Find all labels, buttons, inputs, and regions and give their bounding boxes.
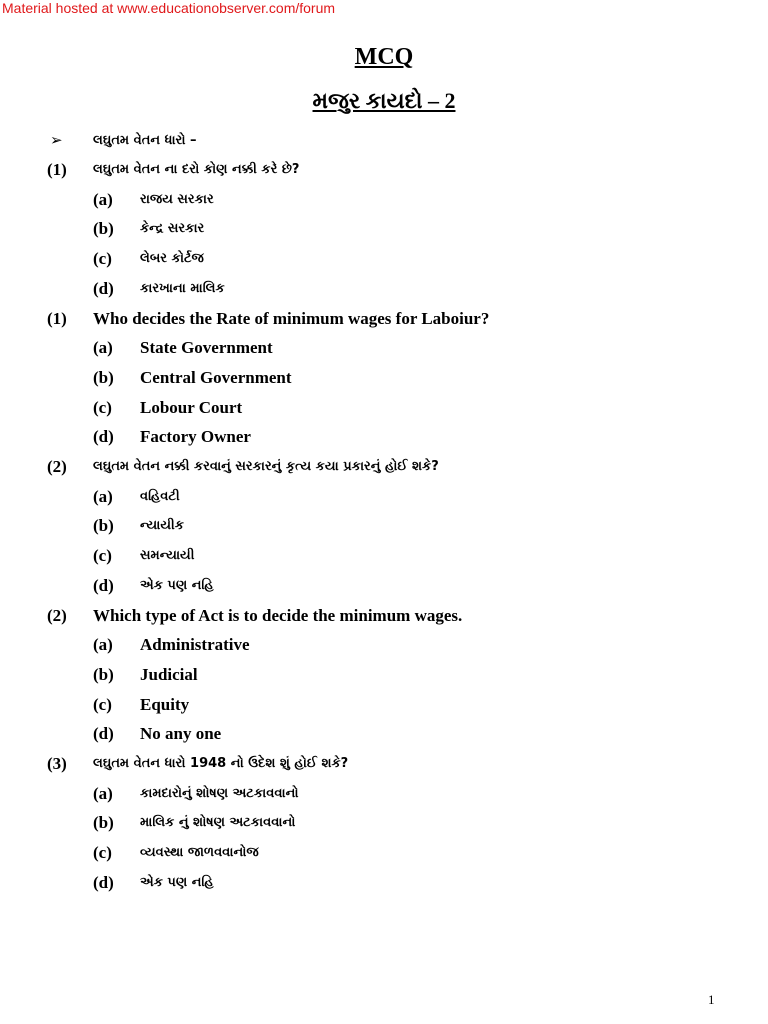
question-text: Who decides the Rate of minimum wages for Laboiur? (93, 309, 490, 328)
page-subtitle: મજુર કાયદો – 2 (312, 88, 456, 113)
option-label: (c) (93, 843, 112, 862)
option-label: (b) (93, 665, 114, 684)
option-label: (c) (93, 546, 112, 565)
option-text: Equity (140, 695, 190, 714)
question-text: Which type of Act is to decide the minimum wages. (93, 606, 463, 625)
option-text: રાજય સરકાર (140, 192, 214, 207)
option-label: (a) (93, 338, 113, 357)
page-title: MCQ (354, 44, 414, 70)
question-number: (1) (47, 160, 67, 179)
section-heading: લઘુતમ વેતન ધારો – (93, 133, 197, 148)
option-text: માલિક નું શોષણ અટકાવવાનો (140, 815, 296, 830)
question-number: (2) (47, 457, 67, 476)
option-text: Judicial (140, 665, 198, 684)
option-text: કામદારોનું શોષણ અટકાવવાનો (140, 786, 299, 801)
option-text: સમન્યાયી (140, 548, 195, 563)
option-text: State Government (140, 338, 273, 357)
arrow-bullet-icon: ➢ (50, 131, 63, 149)
question-number: (2) (47, 606, 67, 625)
option-label: (d) (93, 873, 114, 892)
option-label: (c) (93, 398, 112, 417)
option-label: (a) (93, 487, 113, 506)
option-label: (b) (93, 219, 114, 238)
question-text: લઘુતમ વેતન ના દરો કોણ નક્કી કરે છે? (93, 162, 300, 177)
option-label: (b) (93, 368, 114, 387)
option-text: Central Government (140, 368, 292, 387)
question-number: (3) (47, 754, 67, 773)
option-text: લેબર કોર્ટજ (140, 251, 204, 266)
option-text: કેન્દ્ર સરકાર (140, 221, 205, 236)
source-watermark-note: Material hosted at www.educationobserver.com/forum (2, 0, 336, 16)
option-label: (a) (93, 635, 113, 654)
page-number: 1 (708, 992, 715, 1007)
option-label: (b) (93, 813, 114, 832)
option-text: No any one (140, 724, 222, 743)
option-label: (b) (93, 516, 114, 535)
option-text: ન્યાયીક (140, 518, 184, 533)
option-label: (a) (93, 190, 113, 209)
option-label: (d) (93, 427, 114, 446)
option-label: (d) (93, 576, 114, 595)
option-label: (d) (93, 279, 114, 298)
option-text: Lobour Court (140, 398, 243, 417)
option-text: કારખાના માલિક (140, 281, 225, 296)
option-label: (d) (93, 724, 114, 743)
option-label: (c) (93, 249, 112, 268)
option-text: વ્યવસ્થા જાળવવાનોજ (140, 845, 259, 860)
option-text: Factory Owner (140, 427, 251, 446)
option-text: એક પણ નહિ (140, 578, 214, 593)
question-text: લઘુતમ વેતન ધારો 1948 નો ઉદેશ શું હોઈ શકે? (93, 756, 349, 771)
option-text: એક પણ નહિ (140, 875, 214, 890)
option-text: Administrative (140, 635, 250, 654)
option-label: (a) (93, 784, 113, 803)
question-number: (1) (47, 309, 67, 328)
option-label: (c) (93, 695, 112, 714)
option-text: વહિવટી (140, 489, 180, 504)
question-text: લઘુતમ વેતન નક્કી કરવાનું સરકારનું કૃત્ય કયા પ્રકારનું હોઈ શકે? (93, 459, 439, 474)
